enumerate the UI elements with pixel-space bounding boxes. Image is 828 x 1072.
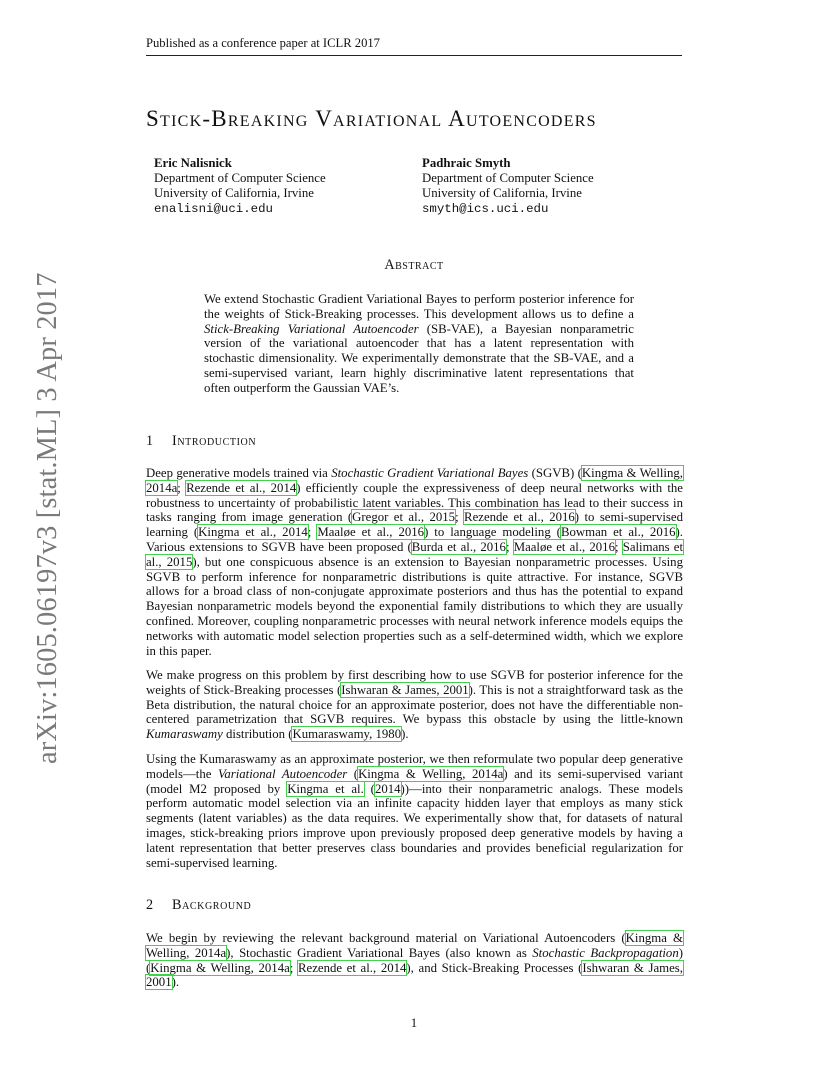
emphasis: Stick-Breaking Variational Autoencoder <box>204 321 419 336</box>
text-run: ), but one conspicuous absence is an extension to Bayesian nonparametric processes. Using SGVB to perform inference for nonparametric distributions is quite attractive. For instance, SGVB allows for a broad class of non-conjugate approximate posteriors and thus has the potential to expand Bayesian nonparametric models beyond the exponential family distributions to which they are usually confined. Moreover, coupling nonparametric processes with neural network inference models equips the networks with automatic model selection properties such as a self-determined width, which we explore in this paper. <box>146 554 683 658</box>
text-run: ; <box>455 510 465 525</box>
section-number: 1 <box>146 433 154 449</box>
citation-link[interactable]: Kingma et al. <box>287 781 364 796</box>
citation-link[interactable]: Rezende et al., 2014 <box>186 480 297 495</box>
citation-link[interactable]: 2014 <box>374 781 401 796</box>
citation-link[interactable]: Salimans et al., 2015 <box>146 539 684 569</box>
author-department: Department of Computer Science <box>422 171 594 186</box>
text-run: ; <box>177 480 187 495</box>
text-run: ). <box>171 975 180 990</box>
citation-link[interactable]: Gregor et al., 2015 <box>352 510 456 525</box>
citation-link[interactable]: Kingma & Welling, 2014a <box>146 931 684 960</box>
citation-link[interactable]: Kingma & Welling, 2014a <box>150 960 290 975</box>
text-run: ), and Stick-Breaking Processes ( <box>406 960 583 975</box>
intro-paragraph-1 <box>146 466 683 658</box>
citation-link[interactable]: Rezende et al., 2014 <box>298 960 407 975</box>
text-run: We make progress on this problem by first describing how to use SGVB for posterior inference for the weights of Stick-Breaking processes ( <box>146 668 683 697</box>
citation-link[interactable]: Rezende et al., 2016 <box>464 510 575 525</box>
text-run: (SB-VAE), a Bayesian nonparametric version of the variational autoencoder that has a latent representation with stochastic dimensionality. We experimentally demonstrate that the SB-VAE, and a semi-supervised variant, learn highly discriminative latent representations that often outperform the Gaussian VAE’s. <box>204 321 634 395</box>
author-department: Department of Computer Science <box>154 171 326 186</box>
text-run: ) to language modeling ( <box>424 525 561 540</box>
section-number: 2 <box>146 897 154 913</box>
text-run: ). Various extensions to SGVB have been proposed ( <box>146 525 683 554</box>
page-number: 1 <box>410 1016 418 1030</box>
running-header: Published as a conference paper at ICLR 2017 <box>146 35 682 56</box>
section-heading-introduction <box>146 432 256 450</box>
emphasis: Variational Autoencoder <box>217 766 348 781</box>
text-run: ; <box>307 525 318 540</box>
text-run: distribution ( <box>222 727 293 742</box>
text-run: ; <box>614 539 623 554</box>
abstract-heading: Abstract <box>384 257 444 273</box>
citation-link[interactable]: Maaløe et al., 2016 <box>513 539 615 554</box>
author-affiliation: University of California, Irvine <box>154 186 314 201</box>
citation-link[interactable]: Kingma et al., 2014 <box>198 525 308 540</box>
text-run: Deep generative models trained via <box>146 466 332 480</box>
text-run: (SGVB) ( <box>528 466 582 480</box>
author-affiliation: University of California, Irvine <box>422 186 582 201</box>
citation-link[interactable]: Maaløe et al., 2016 <box>317 525 425 540</box>
text-run: ))—into their nonparametric analogs. These models perform automatic model selection via an infinite capacity hidden layer that employs as many stick segments (latent variables) as the data requires. We experimentally show that, for datasets of natural images, stick-breaking priors improve upon previously proposed deep generative models by having a latent representation that better preserves class boundaries and provides beneficial regularization for semi-supervised learning. <box>146 781 683 870</box>
text-run: ) efficiently couple the expressiveness of deep neural networks with the robustness to uncertainty of probabilistic latent variables. This combination has lead to their success in tasks ranging from image generation ( <box>146 480 683 525</box>
text-run: ( <box>347 766 359 781</box>
section-title: Introduction <box>172 433 257 449</box>
intro-paragraph-3 <box>146 752 683 870</box>
citation-link[interactable]: Kingma & Welling, 2014a <box>146 466 683 495</box>
author-email: enalisni@uci.edu <box>154 201 273 216</box>
citation-link[interactable]: Ishwaran & James, 2001 <box>341 682 469 697</box>
abstract-body <box>204 292 634 396</box>
text-run: Using the Kumaraswamy as an approximate posterior, we then reformulate two popular deep generative models—the <box>146 752 683 781</box>
text-run: ). This is not a straightforward task as the Beta distribution, the natural choice for an approximate posterior, does not have the differentiable non-centered parametrization that SGVB requires. We bypass this obstacle by using the little-known <box>146 682 683 727</box>
author-block-2 <box>422 156 594 217</box>
text-run: We extend Stochastic Gradient Variational Bayes to perform posterior inference for the weights of Stick-Breaking processes. This development allows us to define a <box>204 292 634 321</box>
citation-link[interactable]: Kingma & Welling, 2014a <box>358 766 504 781</box>
text-run: ; <box>289 960 298 975</box>
section-title: Background <box>172 897 252 913</box>
emphasis: Stochastic Gradient Variational Bayes <box>331 466 529 480</box>
text-run: ( <box>363 781 375 796</box>
emphasis: Stochastic Backpropagation <box>532 945 679 960</box>
text-run: We begin by reviewing the relevant background material on Variational Autoencoders ( <box>146 931 626 945</box>
section-heading-background <box>146 896 251 914</box>
text-run: ) to semi-supervised learning ( <box>146 510 683 540</box>
emphasis: Kumaraswamy <box>146 727 223 742</box>
author-name: Padhraic Smyth <box>422 156 511 170</box>
paper-title: Stick-Breaking Variational Autoencoders <box>146 106 597 131</box>
intro-paragraph-2 <box>146 668 683 742</box>
author-name: Eric Nalisnick <box>154 156 232 170</box>
arxiv-stamp: arXiv:1605.06197v3 [stat.ML] 3 Apr 2017 <box>32 272 63 764</box>
text-run: ) and its semi-supervised variant (model M2 proposed by <box>146 766 683 796</box>
citation-link[interactable]: Kumaraswamy, 1980 <box>292 727 402 742</box>
author-email: smyth@ics.uci.edu <box>422 201 549 216</box>
text-run: ) ( <box>146 945 683 975</box>
citation-link[interactable]: Ishwaran & James, 2001 <box>146 960 683 990</box>
background-paragraph-1 <box>146 931 683 990</box>
citation-link[interactable]: Burda et al., 2016 <box>411 539 506 554</box>
author-block-1 <box>154 156 326 217</box>
text-run: ), Stochastic Gradient Variational Bayes (also known as <box>226 945 533 960</box>
text-run: ). <box>401 727 409 742</box>
text-run: ; <box>505 539 514 554</box>
citation-link[interactable]: Bowman et al., 2016 <box>560 525 676 540</box>
